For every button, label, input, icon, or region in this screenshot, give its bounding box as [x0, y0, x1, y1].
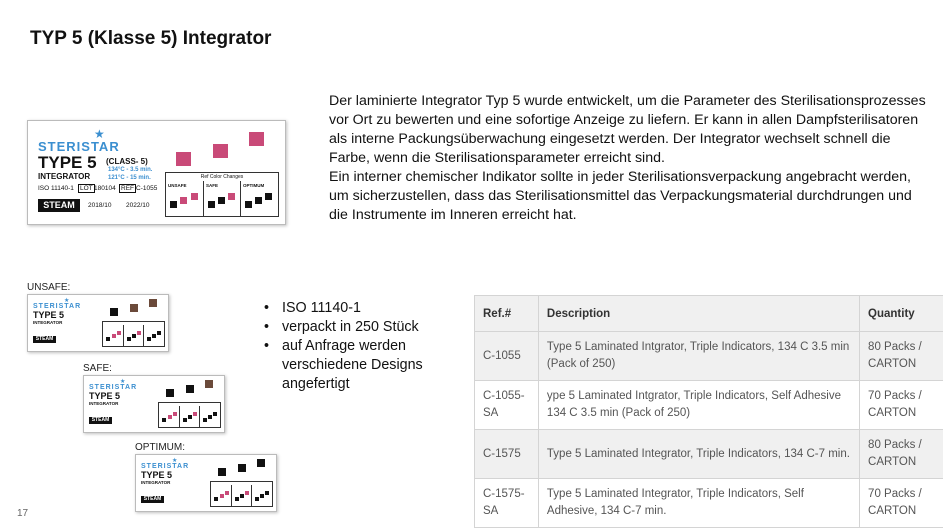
table-header-row	[475, 296, 943, 332]
color-swatch	[257, 459, 265, 467]
integrator-label-unsafe	[27, 294, 169, 352]
indicator-square	[183, 418, 187, 422]
cell-ref: C-1055-SA	[475, 381, 539, 430]
indicator-square	[265, 193, 272, 200]
steam-badge: STEAM	[38, 199, 80, 212]
label-integrator: INTEGRATOR	[38, 172, 91, 181]
state-optimum-label: OPTIMUM:	[135, 442, 185, 453]
lot-number: 180104	[94, 185, 116, 192]
indicator-square	[193, 412, 197, 416]
intro-paragraph-2: Ein interner chemischer Indikator sollte in jeder Sterilisationsverpackung angebracht werden, um sicherzustellen, dass das Sterilisationsmittel das Verpackungsmaterial durchdrungen und die Instrumente im Inneren erreicht hat.	[329, 169, 912, 223]
color-swatch	[110, 308, 118, 316]
label-iso: ISO 11140-1	[38, 185, 74, 192]
brand-name: STERISTAR	[141, 463, 190, 470]
indicator-square	[214, 497, 218, 501]
color-swatch	[166, 389, 174, 397]
cell-ref: C-1575	[475, 430, 539, 479]
label-type: TYPE 5	[141, 470, 173, 480]
indicator-square	[240, 494, 244, 498]
intro-text	[329, 92, 929, 225]
ref-color-panel	[165, 172, 279, 217]
list-item: • auf Anfrage werden verschiedene Designs angefertigt	[262, 337, 452, 394]
indicator-square	[137, 331, 141, 335]
indicator-square	[117, 331, 121, 335]
panel-divider	[240, 181, 241, 216]
header-description: Description	[538, 296, 859, 332]
ref-color-panel	[102, 321, 165, 347]
color-swatch	[249, 132, 264, 146]
indicator-square	[228, 193, 235, 200]
cell-quantity: 70 Packs / CARTON	[860, 479, 943, 528]
page-title: TYP 5 (Klasse 5) Integrator	[30, 28, 272, 49]
table-row	[475, 332, 943, 381]
ref-number: C-1055	[136, 185, 158, 192]
cell-quantity: 80 Packs / CARTON	[860, 430, 943, 479]
star-icon: ★	[120, 379, 126, 385]
indicator-square	[162, 418, 166, 422]
panel-divider	[143, 325, 144, 346]
table-row	[475, 430, 943, 479]
feature-list	[262, 299, 452, 394]
label-type: TYPE 5	[33, 310, 65, 320]
list-item: • ISO 11140-1	[262, 299, 452, 318]
panel-divider	[199, 406, 200, 427]
indicator-square	[106, 337, 110, 341]
brand-name: STERISTAR	[33, 303, 82, 310]
indicator-square	[260, 494, 264, 498]
integrator-label-image	[27, 120, 286, 225]
product-table	[474, 295, 943, 528]
lot-box: LOT	[80, 185, 93, 192]
indicator-square	[235, 497, 239, 501]
label-time-1: 134°C - 3.5 min.	[108, 167, 153, 173]
ref-box: REF	[121, 185, 134, 192]
star-icon: ★	[64, 298, 70, 304]
ref-color-title: Ref Color Changes	[200, 174, 244, 180]
color-swatch	[176, 152, 191, 166]
steam-badge: STEAM	[33, 336, 56, 343]
color-swatch	[213, 144, 228, 158]
indicator-square	[132, 334, 136, 338]
indicator-square	[255, 197, 262, 204]
indicator-square	[218, 197, 225, 204]
cell-description: ype 5 Laminated Intgrator, Triple Indicators, Self Adhesive 134 C 3.5 min (Pack of 250)	[538, 381, 859, 430]
header-ref: Ref.#	[475, 296, 539, 332]
integrator-label-safe	[83, 375, 225, 433]
indicator-square	[203, 418, 207, 422]
col-safe-label: SAFE	[206, 183, 219, 188]
label-class: (CLASS- 5)	[106, 157, 148, 166]
steam-badge: STEAM	[89, 417, 112, 424]
cell-description: Type 5 Laminated Intgrator, Triple Indicators, 134 C 3.5 min (Pack of 250)	[538, 332, 859, 381]
label-type: TYPE 5	[89, 391, 121, 401]
label-integrator: INTEGRATOR	[141, 480, 171, 485]
col-optimum-label: OPTIMUM	[243, 183, 265, 188]
color-swatch	[218, 468, 226, 476]
header-quantity: Quantity	[860, 296, 943, 332]
color-swatch	[130, 304, 138, 312]
indicator-square	[147, 337, 151, 341]
indicator-square	[191, 193, 198, 200]
color-swatch	[186, 385, 194, 393]
cell-description: Type 5 Laminated Integrator, Triple Indicators, Self Adhesive, 134 C-7 min.	[538, 479, 859, 528]
cell-quantity: 70 Packs / CARTON	[860, 381, 943, 430]
indicator-square	[245, 201, 252, 208]
indicator-square	[255, 497, 259, 501]
brand-name: STERISTAR	[89, 384, 138, 391]
col-unsafe-label: UNSAFE	[168, 183, 187, 188]
ref-color-panel	[210, 481, 273, 507]
state-unsafe-label: UNSAFE:	[27, 282, 71, 293]
indicator-square	[180, 197, 187, 204]
steam-badge: STEAM	[141, 496, 164, 503]
cell-ref: C-1055	[475, 332, 539, 381]
label-integrator: INTEGRATOR	[89, 401, 119, 406]
expiry-date: 2022/10	[126, 202, 150, 209]
indicator-square	[208, 201, 215, 208]
list-item: • verpackt in 250 Stück	[262, 318, 452, 337]
ref-color-panel	[158, 402, 221, 428]
cell-ref: C-1575-SA	[475, 479, 539, 528]
label-type: TYPE 5	[38, 153, 97, 172]
color-swatch	[149, 299, 157, 307]
star-icon: ★	[94, 127, 105, 141]
indicator-square	[265, 491, 269, 495]
indicator-square	[170, 201, 177, 208]
label-time-2: 121°C - 15 min.	[108, 175, 151, 181]
indicator-square	[152, 334, 156, 338]
brand-name: STERISTAR	[38, 139, 120, 154]
state-safe-label: SAFE:	[83, 363, 112, 374]
indicator-square	[188, 415, 192, 419]
table-row	[475, 479, 943, 528]
indicator-square	[173, 412, 177, 416]
manufacture-date: 2018/10	[88, 202, 112, 209]
integrator-label-optimum	[135, 454, 277, 512]
indicator-square	[220, 494, 224, 498]
indicator-square	[208, 415, 212, 419]
star-icon: ★	[172, 458, 178, 464]
indicator-square	[112, 334, 116, 338]
panel-divider	[179, 406, 180, 427]
panel-divider	[203, 181, 204, 216]
indicator-square	[213, 412, 217, 416]
cell-description: Type 5 Laminated Integrator, Triple Indicators, 134 C-7 min.	[538, 430, 859, 479]
cell-quantity: 80 Packs / CARTON	[860, 332, 943, 381]
label-integrator: INTEGRATOR	[33, 320, 63, 325]
table-row	[475, 381, 943, 430]
color-swatch	[205, 380, 213, 388]
panel-divider	[231, 485, 232, 506]
panel-divider	[123, 325, 124, 346]
indicator-square	[245, 491, 249, 495]
page-number: 17	[17, 508, 29, 519]
indicator-square	[225, 491, 229, 495]
indicator-square	[127, 337, 131, 341]
intro-paragraph-1: Der laminierte Integrator Typ 5 wurde entwickelt, um die Parameter des Sterilisationsprozesses vor Ort zu bewerten und eine sofortige Anzeige zu liefern. Er kann in allen Dampfsterilisatoren als interne Packungsüberwachung eingesetzt werden. Der Integrator wechselt schnell die Farbe, wenn die Sterilisationsparameter erreicht sind.	[329, 93, 926, 166]
indicator-square	[168, 415, 172, 419]
panel-divider	[251, 485, 252, 506]
color-swatch	[238, 464, 246, 472]
indicator-square	[157, 331, 161, 335]
